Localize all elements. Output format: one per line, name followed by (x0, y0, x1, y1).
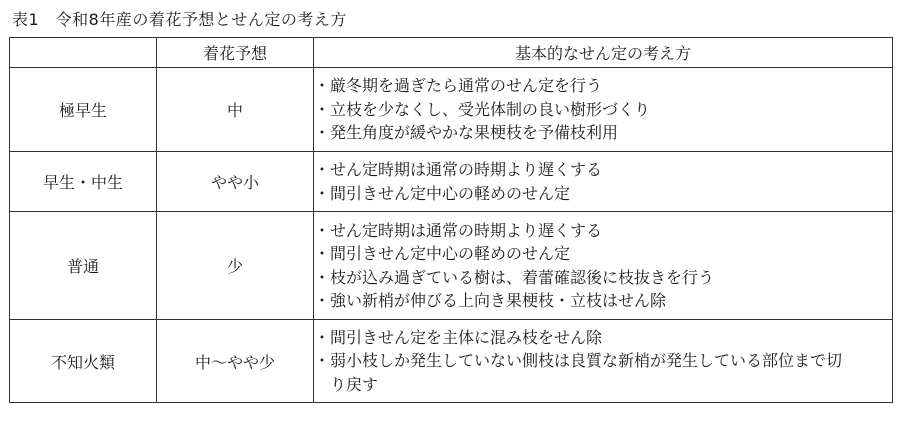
variety-cell: 普通 (10, 212, 157, 320)
policy-cell (314, 320, 893, 403)
policy-item: ・ 強い新梢が伸びる上向き果梗枝・立枝はせん除 (314, 289, 892, 313)
policy-list (314, 219, 892, 313)
forecast-cell: 中 (157, 68, 314, 152)
policy-item: ・ 発生角度が緩やかな果梗枝を予備枝利用 (314, 121, 892, 145)
policy-item: ・ 間引きせん定中心の軽めのせん定 (314, 182, 892, 206)
pruning-table (9, 37, 893, 403)
policy-item (314, 349, 855, 396)
table-row (10, 68, 893, 152)
header-variety (10, 38, 157, 68)
policy-cell (314, 152, 893, 212)
policy-item: ・ 枝が込み過ぎている樹は、着蕾確認後に枝抜きを行う (314, 266, 892, 290)
table-row (10, 152, 893, 212)
variety-cell: 不知火類 (10, 320, 157, 403)
policy-cell (314, 212, 893, 320)
policy-item: ・ 間引きせん定中心の軽めのせん定 (314, 242, 892, 266)
header-flower-forecast: 着花予想 (157, 38, 314, 68)
policy-list (314, 158, 892, 205)
policy-item-text: 弱小枝しか発生していない側枝は良質な新梢が発生している部位まで切り戻す (330, 351, 843, 394)
policy-list (314, 326, 892, 397)
header-pruning-policy: 基本的なせん定の考え方 (314, 38, 893, 68)
policy-item: ・ せん定時期は通常の時期より遅くする (314, 158, 892, 182)
forecast-cell: やや小 (157, 152, 314, 212)
policy-item: ・ 立枝を少なくし、受光体制の良い樹形づくり (314, 98, 892, 122)
policy-item: ・ 間引きせん定を主体に混み枝をせん除 (314, 326, 892, 350)
variety-cell: 極早生 (10, 68, 157, 152)
table-row (10, 212, 893, 320)
table-row (10, 320, 893, 403)
policy-cell (314, 68, 893, 152)
variety-cell: 早生・中生 (10, 152, 157, 212)
header-row (10, 38, 893, 68)
policy-item: ・ 厳冬期を過ぎたら通常のせん定を行う (314, 74, 892, 98)
forecast-cell: 中～やや少 (157, 320, 314, 403)
forecast-cell: 少 (157, 212, 314, 320)
policy-item: ・ せん定時期は通常の時期より遅くする (314, 219, 892, 243)
policy-list (314, 74, 892, 145)
table-caption: 表1 令和8年産の着花予想とせん定の考え方 (12, 10, 347, 29)
